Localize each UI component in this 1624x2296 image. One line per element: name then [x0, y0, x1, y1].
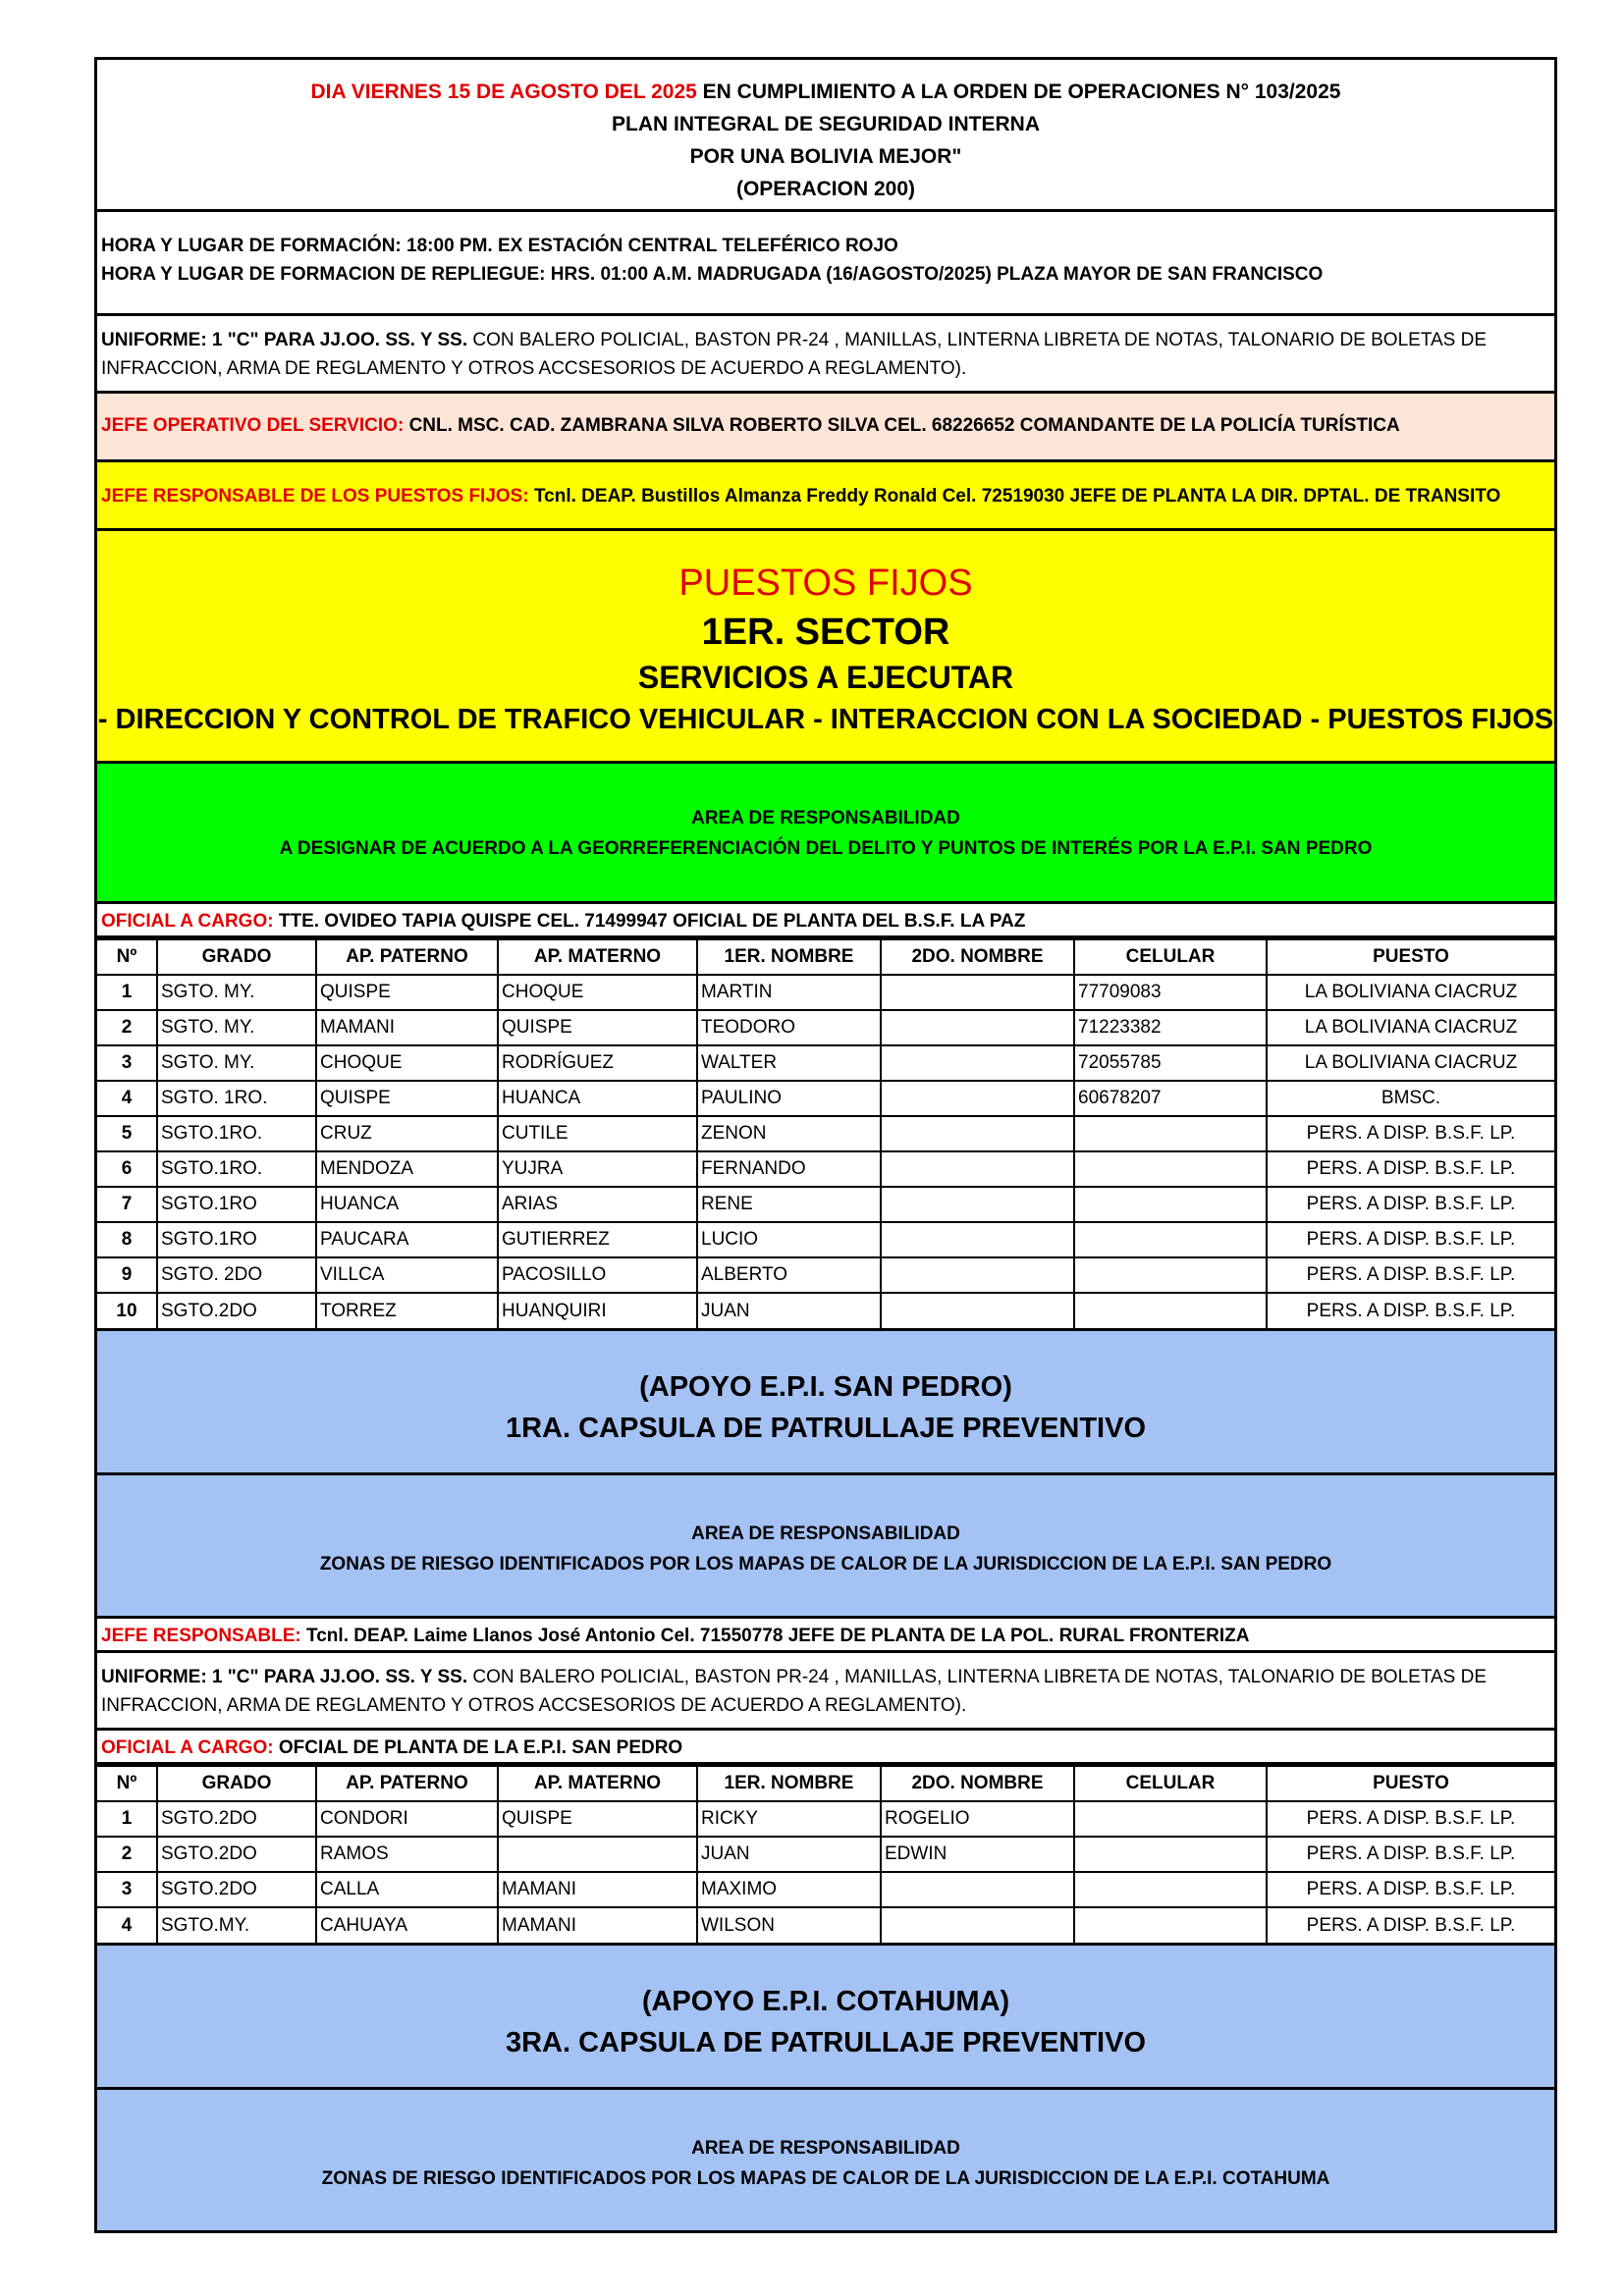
cell-second-name [881, 1045, 1074, 1081]
chief-2-label: JEFE RESPONSABLE: [101, 1626, 301, 1646]
area-2-title: AREA DE RESPONSABILIDAD [691, 1523, 960, 1544]
cell-phone [1074, 1837, 1267, 1872]
cell-first-name: RENE [697, 1187, 881, 1222]
services-heading: SERVICIOS A EJECUTAR [637, 660, 1014, 695]
cell-number: 1 [97, 975, 157, 1010]
cell-phone [1074, 1872, 1267, 1907]
officer-1-label: OFICIAL A CARGO: [101, 911, 274, 932]
cell-second-name [881, 1010, 1074, 1045]
table-row [97, 1872, 1554, 1907]
cell-rank: SGTO.MY. [157, 1907, 316, 1943]
cell-second-name: EDWIN [881, 1837, 1074, 1872]
cell-second-name [881, 1081, 1074, 1116]
cell-number: 7 [97, 1187, 157, 1222]
document-header [97, 60, 1554, 212]
cell-maternal-surname: CUTILE [498, 1116, 697, 1151]
cell-phone: 60678207 [1074, 1081, 1267, 1116]
cell-phone [1074, 1801, 1267, 1837]
cell-first-name: TEODORO [697, 1010, 881, 1045]
cell-first-name: MARTIN [697, 975, 881, 1010]
cell-post: PERS. A DISP. B.S.F. LP. [1267, 1222, 1554, 1257]
cell-first-name: MAXIMO [697, 1872, 881, 1907]
formation-info [97, 212, 1554, 316]
cell-post: PERS. A DISP. B.S.F. LP. [1267, 1907, 1554, 1943]
cell-paternal-surname: MAMANI [316, 1010, 498, 1045]
cell-paternal-surname: QUISPE [316, 1081, 498, 1116]
table-row [97, 975, 1554, 1010]
table-row [97, 1081, 1554, 1116]
cell-first-name: RICKY [697, 1801, 881, 1837]
cell-rank: SGTO.1RO. [157, 1151, 316, 1187]
cell-first-name: LUCIO [697, 1222, 881, 1257]
cell-paternal-surname: MENDOZA [316, 1151, 498, 1187]
column-header: AP. PATERNO [316, 1766, 498, 1801]
cell-second-name [881, 1187, 1074, 1222]
column-header: PUESTO [1267, 1766, 1554, 1801]
table-row [97, 1293, 1554, 1328]
table-1-body [97, 975, 1554, 1328]
uniform-label: UNIFORME: 1 "C" PARA JJ.OO. SS. Y SS. [101, 330, 468, 350]
chief-operational-text: CNL. MSC. CAD. ZAMBRANA SILVA ROBERTO SILVA CEL. 68226652 COMANDANTE DE LA POLICÍA TURÍSTICA [404, 415, 1400, 436]
uniform-2-label: UNIFORME: 1 "C" PARA JJ.OO. SS. Y SS. [101, 1667, 468, 1687]
formation-line-2: HORA Y LUGAR DE FORMACION DE REPLIEGUE: HRS. 01:00 A.M. MADRUGADA (16/AGOSTO/2025) PLAZA MAYOR DE SAN FRANCISCO [101, 264, 1324, 285]
cell-maternal-surname: GUTIERREZ [498, 1222, 697, 1257]
cell-rank: SGTO.2DO [157, 1872, 316, 1907]
cell-second-name [881, 1257, 1074, 1293]
cell-maternal-surname: HUANQUIRI [498, 1293, 697, 1328]
services-list: - DIRECCION Y CONTROL DE TRAFICO VEHICULAR - INTERACCION CON LA SOCIEDAD - PUESTOS FIJOS [97, 704, 1554, 735]
officer-1-text: TTE. OVIDEO TAPIA QUISPE CEL. 71499947 OFICIAL DE PLANTA DEL B.S.F. LA PAZ [273, 911, 1026, 932]
support-2-line-2: 3RA. CAPSULA DE PATRULLAJE PREVENTIVO [505, 2027, 1147, 2058]
table-row [97, 1907, 1554, 1943]
cell-rank: SGTO.2DO [157, 1801, 316, 1837]
cell-paternal-surname: QUISPE [316, 975, 498, 1010]
table-row [97, 1010, 1554, 1045]
support-2-line-1: (APOYO E.P.I. COTAHUMA) [641, 1986, 1010, 2017]
column-header: 1ER. NOMBRE [697, 1766, 881, 1801]
column-header: CELULAR [1074, 1766, 1267, 1801]
cell-rank: SGTO. MY. [157, 1045, 316, 1081]
header-date: DIA VIERNES 15 DE AGOSTO DEL 2025 [310, 80, 697, 103]
cell-post: PERS. A DISP. B.S.F. LP. [1267, 1872, 1554, 1907]
chief-2-text: Tcnl. DEAP. Laime Llanos José Antonio Cel. 71550778 JEFE DE PLANTA DE LA POL. RURAL FRONTERIZA [300, 1626, 1250, 1646]
chief-operational-label: JEFE OPERATIVO DEL SERVICIO: [101, 415, 405, 436]
sector-name: 1ER. SECTOR [701, 612, 950, 653]
cell-second-name: ROGELIO [881, 1801, 1074, 1837]
support-1-line-2: 1RA. CAPSULA DE PATRULLAJE PREVENTIVO [505, 1413, 1147, 1444]
table-1-header [97, 939, 1554, 975]
cell-first-name: WILSON [697, 1907, 881, 1943]
personnel-table-2-wrap [97, 1765, 1554, 1946]
cell-phone [1074, 1222, 1267, 1257]
table-row [97, 1151, 1554, 1187]
table-row [97, 1116, 1554, 1151]
cell-maternal-surname: QUISPE [498, 1010, 697, 1045]
cell-post: PERS. A DISP. B.S.F. LP. [1267, 1151, 1554, 1187]
personnel-table-1 [97, 938, 1554, 1328]
cell-post: PERS. A DISP. B.S.F. LP. [1267, 1801, 1554, 1837]
area-responsibility-2 [97, 1475, 1554, 1619]
cell-number: 2 [97, 1837, 157, 1872]
cell-paternal-surname: PAUCARA [316, 1222, 498, 1257]
cell-paternal-surname: VILLCA [316, 1257, 498, 1293]
table-row [97, 1257, 1554, 1293]
area-1-text: A DESIGNAR DE ACUERDO A LA GEORREFERENCIACIÓN DEL DELITO Y PUNTOS DE INTERÉS POR LA E.P.I. SAN PEDRO [279, 838, 1373, 859]
table-row [97, 1837, 1554, 1872]
officer-in-charge-1 [97, 904, 1554, 938]
column-header: AP. MATERNO [498, 939, 697, 975]
cell-phone [1074, 1116, 1267, 1151]
cell-maternal-surname: MAMANI [498, 1872, 697, 1907]
operations-sheet [94, 57, 1557, 2233]
table-row [97, 1801, 1554, 1837]
cell-second-name [881, 1872, 1074, 1907]
header-line-1 [97, 76, 1554, 108]
chief-fixed-posts [97, 462, 1554, 531]
uniform-2-text: CON BALERO POLICIAL, BASTON PR-24 , MANILLAS, LINTERNA LIBRETA DE NOTAS, TALONARIO DE BOLETAS DE INFRACCION, ARMA DE REGLAMENTO Y OTROS ACCSESORIOS DE ACUERDO A REGLAMENTO). [101, 1667, 1488, 1716]
cell-phone [1074, 1187, 1267, 1222]
cell-paternal-surname: CRUZ [316, 1116, 498, 1151]
cell-number: 3 [97, 1872, 157, 1907]
formation-line-1: HORA Y LUGAR DE FORMACIÓN: 18:00 PM. EX ESTACIÓN CENTRAL TELEFÉRICO ROJO [101, 236, 898, 256]
header-line-2: PLAN INTEGRAL DE SEGURIDAD INTERNA [612, 113, 1040, 135]
area-3-text: ZONAS DE RIESGO IDENTIFICADOS POR LOS MAPAS DE CALOR DE LA JURISDICCION DE LA E.P.I. COTAHUMA [321, 2168, 1330, 2189]
header-order: EN CUMPLIMIENTO A LA ORDEN DE OPERACIONES N° 103/2025 [696, 80, 1341, 103]
cell-phone: 77709083 [1074, 975, 1267, 1010]
cell-maternal-surname: ARIAS [498, 1187, 697, 1222]
support-1-line-1: (APOYO E.P.I. SAN PEDRO) [639, 1371, 1012, 1403]
cell-rank: SGTO. 1RO. [157, 1081, 316, 1116]
cell-post: PERS. A DISP. B.S.F. LP. [1267, 1116, 1554, 1151]
personnel-table-1-wrap [97, 938, 1554, 1331]
support-banner-2 [97, 1946, 1554, 2090]
area-3-title: AREA DE RESPONSABILIDAD [691, 2138, 960, 2159]
cell-number: 6 [97, 1151, 157, 1187]
column-header: AP. MATERNO [498, 1766, 697, 1801]
cell-second-name [881, 975, 1074, 1010]
table-row [97, 1222, 1554, 1257]
uniform-info-2 [97, 1653, 1554, 1731]
cell-rank: SGTO. MY. [157, 1010, 316, 1045]
cell-paternal-surname: CALLA [316, 1872, 498, 1907]
cell-number: 3 [97, 1045, 157, 1081]
cell-first-name: FERNANDO [697, 1151, 881, 1187]
cell-number: 9 [97, 1257, 157, 1293]
officer-in-charge-2 [97, 1731, 1554, 1765]
cell-rank: SGTO.2DO [157, 1293, 316, 1328]
cell-rank: SGTO.1RO. [157, 1116, 316, 1151]
column-header: 1ER. NOMBRE [697, 939, 881, 975]
cell-paternal-surname: CAHUAYA [316, 1907, 498, 1943]
sector-banner [97, 531, 1554, 764]
area-1-title: AREA DE RESPONSABILIDAD [691, 808, 960, 828]
cell-paternal-surname: RAMOS [316, 1837, 498, 1872]
table-row [97, 1187, 1554, 1222]
personnel-table-2 [97, 1765, 1554, 1943]
column-header: CELULAR [1074, 939, 1267, 975]
cell-phone [1074, 1151, 1267, 1187]
cell-post: PERS. A DISP. B.S.F. LP. [1267, 1187, 1554, 1222]
area-2-text: ZONAS DE RIESGO IDENTIFICADOS POR LOS MAPAS DE CALOR DE LA JURISDICCION DE LA E.P.I. SAN PEDRO [319, 1554, 1332, 1575]
cell-maternal-surname [498, 1837, 697, 1872]
cell-post: PERS. A DISP. B.S.F. LP. [1267, 1257, 1554, 1293]
chief-fixed-posts-label: JEFE RESPONSABLE DE LOS PUESTOS FIJOS: [101, 486, 529, 507]
sector-title: PUESTOS FIJOS [678, 562, 973, 604]
cell-phone [1074, 1257, 1267, 1293]
cell-phone: 72055785 [1074, 1045, 1267, 1081]
column-header: Nº [97, 939, 157, 975]
cell-number: 1 [97, 1801, 157, 1837]
cell-second-name [881, 1293, 1074, 1328]
column-header: GRADO [157, 939, 316, 975]
cell-first-name: ZENON [697, 1116, 881, 1151]
cell-number: 5 [97, 1116, 157, 1151]
chief-fixed-posts-text: Tcnl. DEAP. Bustillos Almanza Freddy Ronald Cel. 72519030 JEFE DE PLANTA LA DIR. DPTAL. DE TRANSITO [528, 486, 1501, 507]
uniform-info [97, 316, 1554, 394]
table-2-body [97, 1801, 1554, 1943]
cell-rank: SGTO. MY. [157, 975, 316, 1010]
column-header: PUESTO [1267, 939, 1554, 975]
column-header: 2DO. NOMBRE [881, 939, 1074, 975]
cell-phone: 71223382 [1074, 1010, 1267, 1045]
cell-paternal-surname: CHOQUE [316, 1045, 498, 1081]
area-responsibility-1 [97, 764, 1554, 904]
table-row [97, 1045, 1554, 1081]
area-responsibility-3 [97, 2090, 1554, 2230]
cell-paternal-surname: CONDORI [316, 1801, 498, 1837]
cell-post: LA BOLIVIANA CIACRUZ [1267, 1010, 1554, 1045]
cell-second-name [881, 1151, 1074, 1187]
cell-post: PERS. A DISP. B.S.F. LP. [1267, 1837, 1554, 1872]
cell-rank: SGTO. 2DO [157, 1257, 316, 1293]
cell-paternal-surname: TORREZ [316, 1293, 498, 1328]
cell-post: LA BOLIVIANA CIACRUZ [1267, 1045, 1554, 1081]
cell-first-name: WALTER [697, 1045, 881, 1081]
cell-number: 10 [97, 1293, 157, 1328]
cell-first-name: PAULINO [697, 1081, 881, 1116]
cell-paternal-surname: HUANCA [316, 1187, 498, 1222]
cell-first-name: JUAN [697, 1837, 881, 1872]
cell-rank: SGTO.1RO [157, 1187, 316, 1222]
cell-number: 2 [97, 1010, 157, 1045]
support-banner-1 [97, 1331, 1554, 1475]
cell-number: 4 [97, 1907, 157, 1943]
table-2-header [97, 1766, 1554, 1801]
cell-post: BMSC. [1267, 1081, 1554, 1116]
header-line-4: (OPERACION 200) [735, 178, 916, 200]
uniform-text: CON BALERO POLICIAL, BASTON PR-24 , MANILLAS, LINTERNA LIBRETA DE NOTAS, TALONARIO DE BOLETAS DE INFRACCION, ARMA DE REGLAMENTO Y OTROS ACCSESORIOS DE ACUERDO A REGLAMENTO). [101, 330, 1488, 379]
cell-rank: SGTO.1RO [157, 1222, 316, 1257]
officer-2-label: OFICIAL A CARGO: [101, 1737, 274, 1758]
cell-second-name [881, 1116, 1074, 1151]
cell-first-name: JUAN [697, 1293, 881, 1328]
column-header: Nº [97, 1766, 157, 1801]
cell-maternal-surname: PACOSILLO [498, 1257, 697, 1293]
cell-maternal-surname: HUANCA [498, 1081, 697, 1116]
cell-first-name: ALBERTO [697, 1257, 881, 1293]
cell-number: 4 [97, 1081, 157, 1116]
column-header: AP. PATERNO [316, 939, 498, 975]
cell-phone [1074, 1907, 1267, 1943]
cell-phone [1074, 1293, 1267, 1328]
cell-maternal-surname: QUISPE [498, 1801, 697, 1837]
officer-2-text: OFCIAL DE PLANTA DE LA E.P.I. SAN PEDRO [273, 1737, 683, 1758]
cell-maternal-surname: RODRÍGUEZ [498, 1045, 697, 1081]
cell-post: PERS. A DISP. B.S.F. LP. [1267, 1293, 1554, 1328]
chief-responsible-2 [97, 1619, 1554, 1653]
cell-maternal-surname: YUJRA [498, 1151, 697, 1187]
column-header: GRADO [157, 1766, 316, 1801]
cell-second-name [881, 1222, 1074, 1257]
cell-number: 8 [97, 1222, 157, 1257]
cell-maternal-surname: MAMANI [498, 1907, 697, 1943]
chief-operational [97, 394, 1554, 462]
cell-rank: SGTO.2DO [157, 1837, 316, 1872]
cell-second-name [881, 1907, 1074, 1943]
column-header: 2DO. NOMBRE [881, 1766, 1074, 1801]
cell-maternal-surname: CHOQUE [498, 975, 697, 1010]
header-line-3: POR UNA BOLIVIA MEJOR" [689, 145, 962, 168]
cell-post: LA BOLIVIANA CIACRUZ [1267, 975, 1554, 1010]
